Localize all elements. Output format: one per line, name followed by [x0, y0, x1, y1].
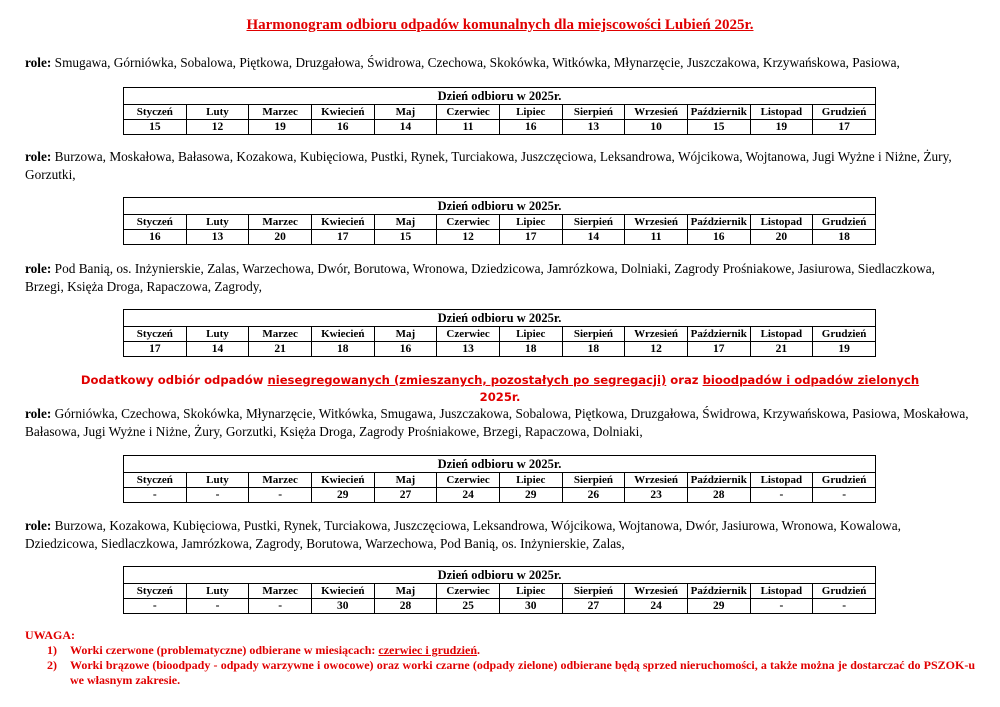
page-title: Harmonogram odbioru odpadów komunalnych dla miejscowości Lubień 2025r. [246, 17, 754, 33]
day-cell: 16 [374, 342, 437, 357]
day-cell: 12 [186, 120, 249, 135]
day-cell: 19 [249, 120, 312, 135]
month-header: Maj [374, 327, 437, 342]
table-caption: Dzień odbioru w 2025r. [124, 198, 876, 215]
month-header: Marzec [249, 215, 312, 230]
note-end: . [477, 643, 481, 657]
roles-extra-group-1 [25, 405, 975, 441]
schedule-table-2 [123, 197, 876, 245]
month-header: Wrzesień [625, 105, 688, 120]
month-header: Marzec [249, 473, 312, 488]
day-cell: 16 [124, 230, 187, 245]
day-cell: 18 [813, 230, 876, 245]
month-header: Lipiec [499, 473, 562, 488]
day-cell: 13 [186, 230, 249, 245]
day-cell: 18 [499, 342, 562, 357]
schedule-table-3 [123, 309, 876, 357]
month-header: Sierpień [562, 327, 625, 342]
note-text: Worki czerwone (problematyczne) odbierane w miesiącach: [70, 643, 379, 657]
month-header: Kwiecień [311, 473, 374, 488]
day-cell: - [249, 488, 312, 503]
table-header-row [124, 584, 876, 599]
month-header: Listopad [750, 584, 813, 599]
month-header: Lipiec [499, 215, 562, 230]
month-header: Grudzień [813, 473, 876, 488]
day-cell: 30 [499, 599, 562, 614]
notes-heading: UWAGA: [25, 628, 75, 642]
day-cell: 21 [750, 342, 813, 357]
role-label: role: [25, 518, 52, 533]
month-header: Wrzesień [625, 584, 688, 599]
table-row [124, 599, 876, 614]
day-cell: 17 [311, 230, 374, 245]
day-cell: 25 [437, 599, 500, 614]
month-header: Luty [186, 473, 249, 488]
day-cell: - [813, 488, 876, 503]
table-row [124, 120, 876, 135]
day-cell: 14 [562, 230, 625, 245]
extra-heading-year: 2025r. [479, 390, 521, 404]
month-header: Październik [687, 215, 750, 230]
role-label: role: [25, 261, 52, 276]
table-header-row [124, 105, 876, 120]
month-header: Listopad [750, 105, 813, 120]
month-header: Maj [374, 215, 437, 230]
month-header: Październik [687, 105, 750, 120]
day-cell: 10 [625, 120, 688, 135]
month-header: Październik [687, 473, 750, 488]
day-cell: 27 [562, 599, 625, 614]
month-header: Czerwiec [437, 473, 500, 488]
table-header-row [124, 327, 876, 342]
day-cell: - [124, 599, 187, 614]
month-header: Październik [687, 584, 750, 599]
month-header: Lipiec [499, 584, 562, 599]
day-cell: 20 [750, 230, 813, 245]
note-number: 2) [47, 658, 57, 672]
table-row [124, 342, 876, 357]
month-header: Styczeń [124, 327, 187, 342]
schedule-extra-table-1 [123, 455, 876, 503]
extra-collection-heading [0, 372, 1000, 406]
day-cell: - [186, 599, 249, 614]
month-header: Czerwiec [437, 327, 500, 342]
extra-heading-part3: oraz [666, 373, 703, 387]
day-cell: 24 [437, 488, 500, 503]
role-label: role: [25, 55, 52, 70]
month-header: Wrzesień [625, 327, 688, 342]
day-cell: 14 [186, 342, 249, 357]
schedule-extra-table-2 [123, 566, 876, 614]
day-cell: 27 [374, 488, 437, 503]
month-header: Grudzień [813, 584, 876, 599]
month-header: Marzec [249, 105, 312, 120]
table-caption: Dzień odbioru w 2025r. [124, 88, 876, 105]
table-caption: Dzień odbioru w 2025r. [124, 567, 876, 584]
month-header: Kwiecień [311, 584, 374, 599]
day-cell: 28 [687, 488, 750, 503]
note-text: Worki brązowe (bioodpady - odpady warzywne i owocowe) oraz worki czarne (odpady zielone) odbierane będą sprzed nieruchomości, a także można je dostarczać do PSZOK-u we własnym zakresie. [70, 658, 975, 687]
month-header: Kwiecień [311, 105, 374, 120]
day-cell: 16 [311, 120, 374, 135]
day-cell: 19 [750, 120, 813, 135]
day-cell: 17 [124, 342, 187, 357]
day-cell: - [750, 488, 813, 503]
month-header: Sierpień [562, 584, 625, 599]
day-cell: 15 [374, 230, 437, 245]
month-header: Styczeń [124, 215, 187, 230]
month-header: Kwiecień [311, 327, 374, 342]
month-header: Styczeń [124, 105, 187, 120]
month-header: Wrzesień [625, 473, 688, 488]
month-header: Sierpień [562, 215, 625, 230]
day-cell: - [750, 599, 813, 614]
roles-extra-group-2 [25, 517, 975, 553]
month-header: Grudzień [813, 215, 876, 230]
day-cell: 28 [374, 599, 437, 614]
note-number: 1) [47, 643, 57, 657]
month-header: Sierpień [562, 105, 625, 120]
role-label: role: [25, 149, 52, 164]
day-cell: 13 [437, 342, 500, 357]
month-header: Listopad [750, 215, 813, 230]
month-header: Wrzesień [625, 215, 688, 230]
note-months: czerwiec i grudzień [378, 643, 478, 657]
day-cell: 19 [813, 342, 876, 357]
table-row [124, 488, 876, 503]
month-header: Marzec [249, 327, 312, 342]
month-header: Grudzień [813, 327, 876, 342]
day-cell: 14 [374, 120, 437, 135]
roles-list: Burzowa, Kozakowa, Kubięciowa, Pustki, Rynek, Turciakowa, Juszczęciowa, Leksandrowa, Wójcikowa, Wojtanowa, Dwór, Jasiurowa, Wronowa, Kowalowa, Dziedzicowa, Siedlaczkowa, Jamrózkowa, Zagrody, Borutowa, Warzechowa, Pod Banią, os. Inżynierskie, Zalas, [25, 518, 901, 551]
day-cell: 12 [437, 230, 500, 245]
day-cell: 17 [687, 342, 750, 357]
table-header-row [124, 473, 876, 488]
day-cell: 30 [311, 599, 374, 614]
month-header: Listopad [750, 327, 813, 342]
day-cell: 11 [625, 230, 688, 245]
day-cell: 29 [687, 599, 750, 614]
day-cell: 23 [625, 488, 688, 503]
day-cell: 15 [687, 120, 750, 135]
roles-list: Górniówka, Czechowa, Skokówka, Młynarzęcie, Witkówka, Smugawa, Juszczakowa, Sobalowa, Piętkowa, Druzgałowa, Świdrowa, Krzywańskowa, Pasiowa, Moskałowa, Bałasowa, Jugi Wyżne i Niżne, Żury, Gorzutki, Księża Droga, Zagrody Prośniakowe, Brzegi, Rapaczowa, Dolniaki, [25, 406, 969, 439]
roles-list: Burzowa, Moskałowa, Bałasowa, Kozakowa, Kubięciowa, Pustki, Rynek, Turciakowa, Juszczęciowa, Leksandrowa, Wójcikowa, Wojtanowa, Jugi Wyżne i Niżne, Żury, Gorzutki, [25, 149, 952, 182]
month-header: Styczeń [124, 473, 187, 488]
month-header: Luty [186, 327, 249, 342]
day-cell: 17 [813, 120, 876, 135]
day-cell: - [813, 599, 876, 614]
roles-group-1 [25, 54, 975, 72]
note-item-2 [25, 658, 975, 688]
day-cell: 29 [499, 488, 562, 503]
day-cell: - [249, 599, 312, 614]
day-cell: 13 [562, 120, 625, 135]
role-label: role: [25, 406, 52, 421]
month-header: Maj [374, 584, 437, 599]
day-cell: 15 [124, 120, 187, 135]
table-header-row [124, 215, 876, 230]
month-header: Styczeń [124, 584, 187, 599]
extra-heading-mixed-waste: niesegregowanych (zmieszanych, pozostałych po segregacji) [267, 373, 667, 387]
day-cell: 17 [499, 230, 562, 245]
month-header: Czerwiec [437, 215, 500, 230]
month-header: Listopad [750, 473, 813, 488]
day-cell: 29 [311, 488, 374, 503]
day-cell: 16 [687, 230, 750, 245]
roles-list: Pod Banią, os. Inżynierskie, Zalas, Warzechowa, Dwór, Borutowa, Wronowa, Dziedzicowa, Jamrózkowa, Dolniaki, Zagrody Prośniakowe, Jasiurowa, Siedlaczkowa, Brzegi, Księża Droga, Rapaczowa, Zagrody, [25, 261, 935, 294]
month-header: Luty [186, 584, 249, 599]
month-header: Grudzień [813, 105, 876, 120]
day-cell: 20 [249, 230, 312, 245]
month-header: Maj [374, 105, 437, 120]
day-cell: 11 [437, 120, 500, 135]
month-header: Luty [186, 215, 249, 230]
month-header: Kwiecień [311, 215, 374, 230]
notes-section [25, 628, 975, 688]
extra-heading-part1: Dodatkowy odbiór odpadów [80, 373, 268, 387]
roles-group-2 [25, 148, 975, 184]
day-cell: 18 [562, 342, 625, 357]
day-cell: 26 [562, 488, 625, 503]
roles-list: Smugawa, Górniówka, Sobalowa, Piętkowa, Druzgałowa, Świdrowa, Czechowa, Skokówka, Witkówka, Młynarzęcie, Juszczakowa, Krzywańskowa, Pasiowa, [54, 55, 900, 70]
month-header: Sierpień [562, 473, 625, 488]
note-item-1 [25, 643, 975, 658]
day-cell: 21 [249, 342, 312, 357]
table-caption: Dzień odbioru w 2025r. [124, 456, 876, 473]
month-header: Lipiec [499, 105, 562, 120]
day-cell: 12 [625, 342, 688, 357]
day-cell: 16 [499, 120, 562, 135]
day-cell: 24 [625, 599, 688, 614]
extra-heading-biowaste: bioodpadów i odpadów zielonych [702, 373, 920, 387]
day-cell: - [186, 488, 249, 503]
month-header: Luty [186, 105, 249, 120]
table-caption: Dzień odbioru w 2025r. [124, 310, 876, 327]
schedule-table-1 [123, 87, 876, 135]
month-header: Marzec [249, 584, 312, 599]
month-header: Czerwiec [437, 584, 500, 599]
month-header: Maj [374, 473, 437, 488]
day-cell: - [124, 488, 187, 503]
roles-group-3 [25, 260, 975, 296]
day-cell: 18 [311, 342, 374, 357]
month-header: Październik [687, 327, 750, 342]
month-header: Czerwiec [437, 105, 500, 120]
table-row [124, 230, 876, 245]
month-header: Lipiec [499, 327, 562, 342]
